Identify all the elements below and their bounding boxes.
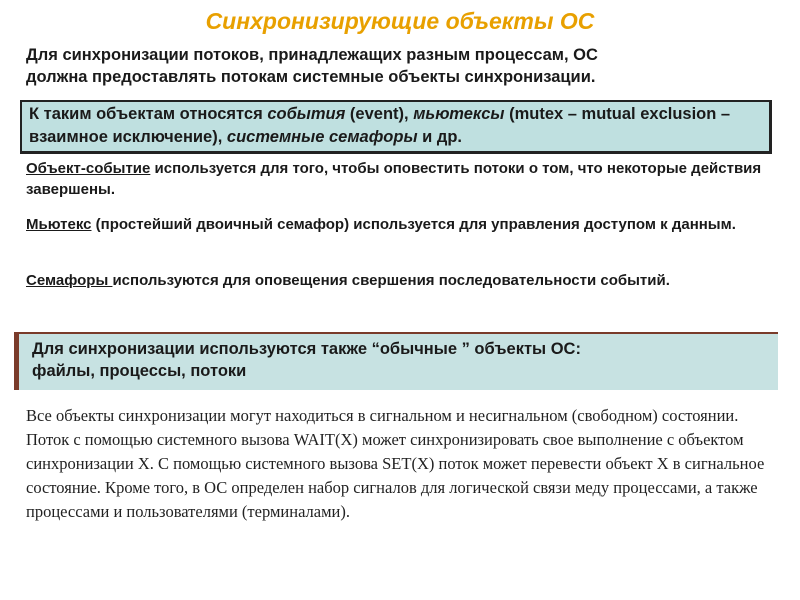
definition-text: (простейший двоичный семафор) используется для управления доступом к данным.: [91, 216, 736, 233]
note-left-border: [14, 332, 19, 390]
note-line-1: Для синхронизации используются также “обычные ” объекты ОС:: [32, 340, 581, 358]
definition-event: [26, 158, 786, 200]
intro-paragraph: [26, 44, 786, 88]
definition-term: Мьютекс: [26, 216, 92, 233]
definition-text: используются для оповещения свершения последовательности событий.: [112, 272, 670, 289]
objects-semaphores: системные семафоры: [226, 128, 418, 146]
body-paragraph: Все объекты синхронизации могут находиться в сигнальном и несигнальном (свободном) состоянии. Поток с помощью системного вызова WAIT(X) может синхронизировать свое выполнение с объектом синхронизации X. С помощью системного вызова SET(X) поток может перевести объект X в сигнальное состояние. Кроме того, в ОС определен набор сигналов для логической связи меду процессами, а также процессами и пользователями (терминалами).: [26, 406, 765, 521]
definition-term: Семафоры: [26, 272, 113, 289]
ordinary-objects-note: [14, 332, 778, 390]
definition-semaphore: [26, 270, 786, 291]
objects-text-2: (event),: [345, 105, 414, 123]
objects-events: события: [267, 105, 346, 123]
objects-mutexes: мьютексы: [413, 105, 505, 123]
definition-mutex: [26, 214, 786, 235]
sync-objects-box: [20, 100, 772, 154]
objects-text-4: и др.: [417, 128, 463, 146]
note-line-2: файлы, процессы, потоки: [32, 362, 247, 380]
definition-term: Объект-событие: [26, 160, 151, 177]
definition-text: используется для того, чтобы оповестить потоки о том, что некоторые действия завершены.: [26, 160, 762, 198]
intro-line-2: должна предоставлять потокам системные объекты синхронизации.: [26, 68, 596, 86]
slide-title: Синхронизирующие объекты ОС: [205, 8, 595, 34]
note-top-border: [14, 332, 778, 334]
intro-line-1: Для синхронизации потоков, принадлежащих разным процессам, ОС: [26, 46, 598, 64]
objects-text-3: (mutex – mutual exclusion – взаимное исключение),: [29, 105, 731, 146]
objects-text-1: К таким объектам относятся: [29, 105, 268, 123]
